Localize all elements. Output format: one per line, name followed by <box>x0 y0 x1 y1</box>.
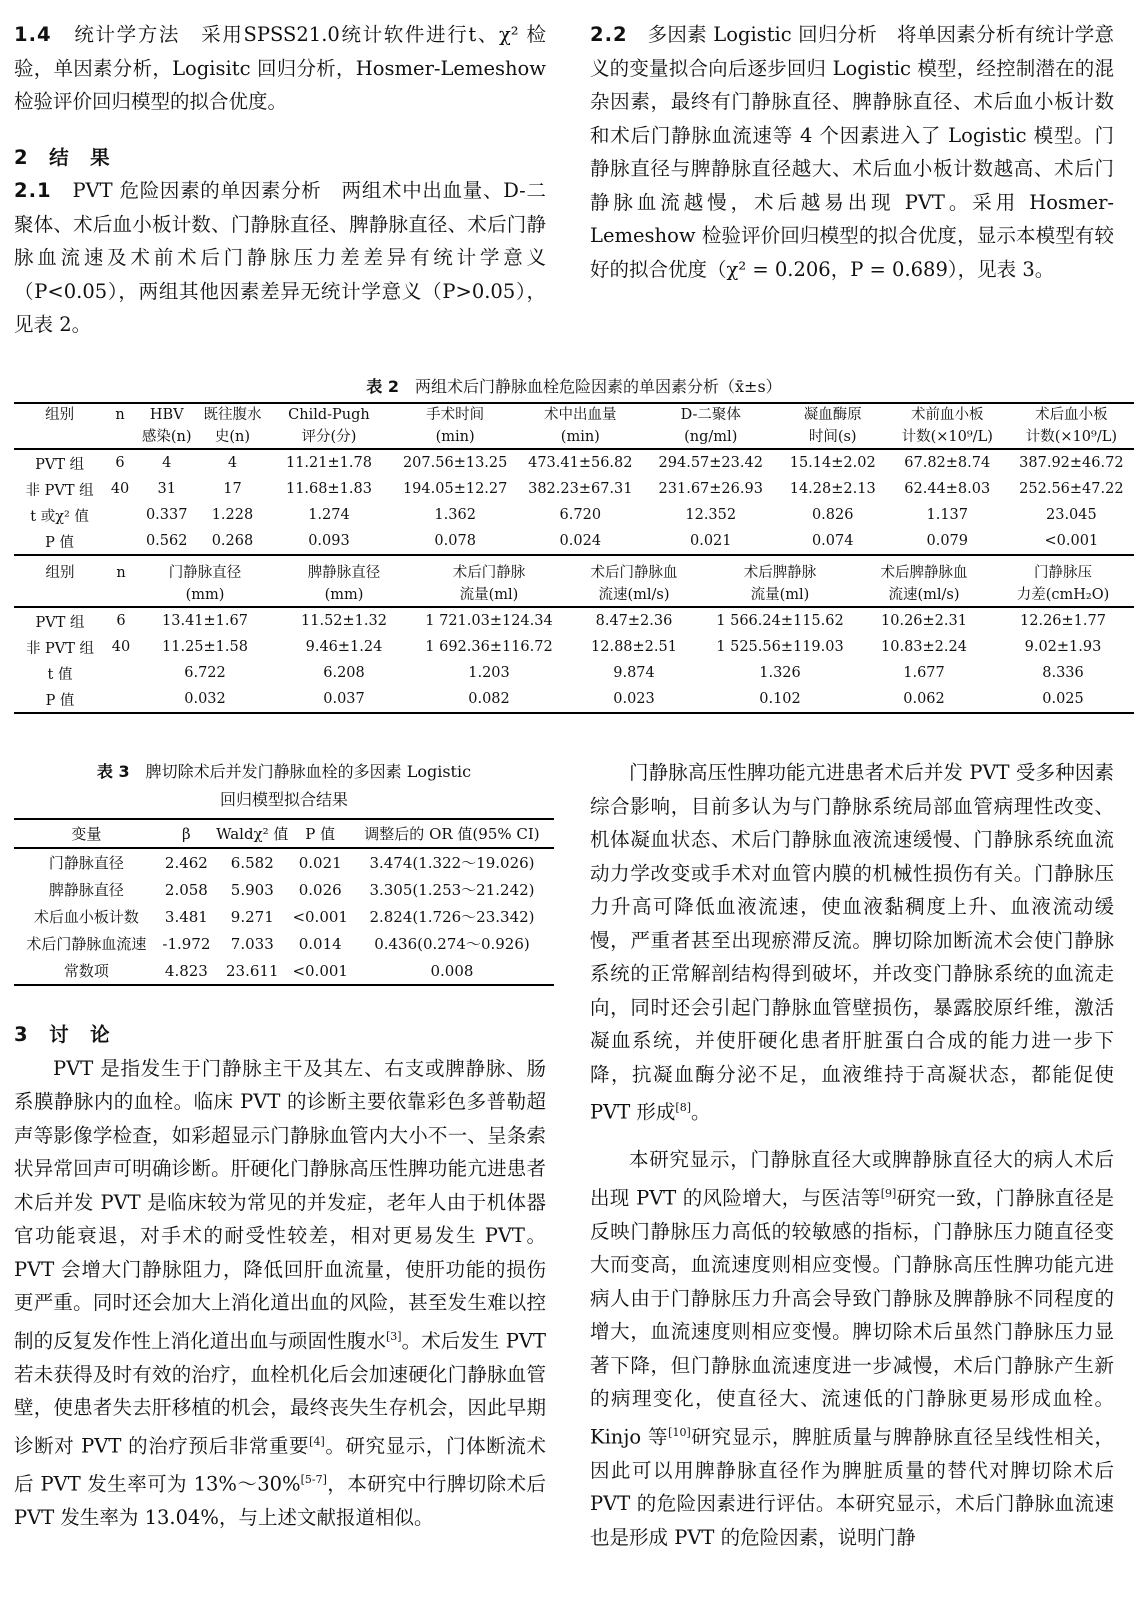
table-cell: 23.611 <box>226 961 279 980</box>
table-row <box>14 686 1134 713</box>
header-cell: 术前血小板 <box>910 407 984 423</box>
table-cell: 9.271 <box>230 907 274 926</box>
header-cell <box>106 584 136 607</box>
header-cell: 术后血小板 <box>1035 407 1108 423</box>
table-cell: 0.078 <box>434 533 476 549</box>
header-cell: n <box>116 565 126 581</box>
table3-caption <box>14 758 554 814</box>
table-cell: 6 <box>115 455 125 471</box>
table-cell: 40 <box>111 639 131 655</box>
table-row <box>14 848 554 876</box>
table2-lower <box>14 562 1134 714</box>
table-cell: 382.23±67.31 <box>528 481 633 497</box>
table-cell: 3.481 <box>164 907 208 926</box>
header-cell: 评分(分) <box>301 429 357 445</box>
citation-10: [10] <box>668 1425 691 1439</box>
table-cell: 术后血小板计数 <box>33 908 139 926</box>
table-cell <box>106 686 136 713</box>
discussion-p3-c: 研究显示，脾脏质量与脾静脉直径呈线性相关，因此可以用脾静脉直径作为脾脏质量的替代对脾切除术后 PVT 的危险因素进行评估。本研究显示，术后门静脉血流速也是形成 PVT 的危险因素，说明门静 <box>590 1425 1114 1549</box>
table3-caption-label: 表 3 <box>96 762 130 781</box>
table-row <box>14 449 1134 476</box>
header-cell: (mm) <box>185 587 225 603</box>
header-cell: 流速(ml/s) <box>598 587 670 603</box>
citation-9: [9] <box>880 1186 897 1200</box>
section-2-heading: 2 结 果 <box>14 145 111 169</box>
section-2-2-body: 将单因素分析有统计学意义的变量拟合向后逐步回归 Logistic 模型，经控制潜在的混杂因素，最终有门静脉直径、脾静脉直径、术后血小板计数和术后门静脉血流速等 4 个因素进入了 Logistic 模型。门静脉直径与脾静脉直径越大、术后血小板计数越高、术后门静脉血流越慢，术后越易出现 PVT。采用 Hosmer-Lemeshow 检验评价回归模型的拟合优度，显示本模型有较好的拟合优度（χ² = 0.206，P = 0.689），见表 3。 <box>590 23 1114 281</box>
header-cell: 术后门静脉 <box>452 565 526 581</box>
table-cell: 0.021 <box>298 853 342 872</box>
header-cell: 术后脾静脉血 <box>880 565 968 581</box>
table-cell: 0.024 <box>559 533 602 549</box>
table-cell: 0.062 <box>903 691 945 707</box>
table-cell: PVT 组 <box>35 456 85 473</box>
table-row <box>14 528 1134 555</box>
table-cell: 非 PVT 组 <box>25 482 94 499</box>
table3-caption-line1: 脾切除术后并发门静脉血栓的多因素 Logistic <box>145 762 472 781</box>
table-cell <box>105 528 135 555</box>
header-cell: 术后脾静脉 <box>743 565 817 581</box>
header-cell: 组别 <box>45 407 75 423</box>
header-cell: 流速(ml/s) <box>888 587 960 603</box>
discussion-p1-a: PVT 是指发生于门静脉主干及其左、右支或脾静脉、肠系膜静脉内的血栓。临床 PVT 的诊断主要依靠彩色多普勒超声等影像学检查，如彩超显示门静脉血管内大小不一、呈条索状异常回声可明确诊断。肝硬化门静脉高压性脾功能亢进患者术后并发 PVT 是临床较为常见的并发症，老年人由于机体器官功能衰退，对手术的耐受性较差，相对更易发生 PVT。PVT 会增大门静脉阻力，降低回肝血流量，使肝功能的损伤更严重。同时还会加大上消化道出血的风险，甚至发生难以控制的反复发作性上消化道出血与顽固性腹水 <box>14 1056 546 1352</box>
section-2-2-title: 多因素 Logistic 回归分析 <box>647 23 878 46</box>
table-row <box>14 957 554 985</box>
discussion-p1-d: ，本研究中行脾切除术后 PVT 发生率为 13.04%，与上述文献报道相似。 <box>14 1472 546 1529</box>
table2-part2 <box>14 562 1134 713</box>
table-cell: 门静脉直径 <box>48 854 124 872</box>
table-cell: 194.05±12.27 <box>402 481 508 497</box>
header-cell: (min) <box>435 429 475 445</box>
discussion-p3-a: 本研究显示，门静脉直径大或脾静脉直径大的病人术后出现 PVT 的风险增大，与医洁等 <box>590 1148 1114 1209</box>
table2 <box>14 402 1134 556</box>
table-row <box>14 607 1134 634</box>
discussion-p1-c: 。研究显示，门体断流术后 PVT 发生率可为 13%～30% <box>14 1434 546 1495</box>
header-cell <box>105 426 135 449</box>
table-cell: 231.67±26.93 <box>658 481 763 497</box>
table-cell: 1.137 <box>926 507 968 523</box>
table-cell: 4 <box>162 455 172 471</box>
header-cell: 史(n) <box>214 429 251 445</box>
table-cell: 0.337 <box>145 507 188 523</box>
table-cell: 294.57±23.42 <box>658 455 763 471</box>
table-row <box>14 476 1134 502</box>
table-cell: -1.972 <box>162 934 211 953</box>
section-2-1 <box>14 174 546 342</box>
table-cell: 1.362 <box>434 507 476 523</box>
table-cell: 62.44±8.03 <box>904 481 991 497</box>
header-cell: 调整后的 OR 值(95% CI) <box>364 825 540 843</box>
table-cell: 14.28±2.13 <box>789 481 876 497</box>
header-cell: 力差(cmH₂O) <box>1016 587 1110 603</box>
header-cell: Waldχ² 值 <box>216 825 289 843</box>
header-cell: 术后门静脉血 <box>590 565 678 581</box>
header-cell: 手术时间 <box>426 407 485 423</box>
table-cell: <0.001 <box>292 961 348 980</box>
table-cell: 11.25±1.58 <box>162 639 248 655</box>
table-cell: 23.045 <box>1046 507 1097 523</box>
table-cell: 3.305(1.253～21.242) <box>369 881 535 899</box>
table2-caption-label: 表 2 <box>366 377 400 396</box>
citation-3: [3] <box>385 1329 402 1343</box>
header-cell: 脾静脉直径 <box>307 565 381 581</box>
discussion-left-column <box>14 1018 546 1534</box>
table-cell: 207.56±13.25 <box>402 455 508 471</box>
header-cell: HBV <box>149 407 184 423</box>
section-2-1-body: 两组术中出血量、D-二聚体、术后血小板计数、门静脉直径、脾静脉直径、术后门静脉血流速及术前术后门静脉压力差差异有统计学意义（P<0.05），两组其他因素差异无统计学意义（P>0.05），见表 2。 <box>14 179 546 336</box>
table-cell: 1 692.36±116.72 <box>425 639 553 655</box>
table-cell: 0.021 <box>689 533 732 549</box>
table-cell: 31 <box>157 481 176 497</box>
table-cell: 8.336 <box>1042 665 1084 681</box>
header-cell: (ng/ml) <box>684 429 738 445</box>
table-cell: 0.268 <box>211 533 254 549</box>
table-cell: 6.582 <box>230 853 274 872</box>
table3-caption-line2: 回归模型拟合结果 <box>219 790 348 809</box>
table-cell: 脾静脉直径 <box>48 881 124 899</box>
section-2-1-title: PVT 危险因素的单因素分析 <box>72 179 322 202</box>
table-cell: 12.26±1.77 <box>1020 613 1106 629</box>
table-cell: 40 <box>110 481 130 497</box>
table-cell: 67.82±8.74 <box>904 455 991 471</box>
table-row <box>14 502 1134 528</box>
table-cell: 9.46±1.24 <box>305 639 383 655</box>
header-cell: 计数(×10⁹/L) <box>1025 429 1117 445</box>
header-cell: 既往腹水 <box>203 407 262 423</box>
table-cell: 0.826 <box>811 507 854 523</box>
discussion-p2-a: 门静脉高压性脾功能亢进患者术后并发 PVT 受多种因素综合影响，目前多认为与门静脉系统局部血管病理性改变、机体凝血状态、术后门静脉血液流速缓慢、门静脉系统血流动力学改变或手术对血管内膜的机械性损伤有关。门静脉压力升高可降低血液流速，使血液黏稠度上升、血液流动缓慢，严重者甚至出现瘀滞反流。脾切除加断流术会使门静脉系统的正常解剖结构得到破坏，并改变门静脉系统的血流走向，同时还会引起门静脉血管壁损伤，暴露胶原纤维，激活凝血系统，并使肝硬化患者肝脏蛋白合成的能力进一步下降，抗凝血酶分泌不足，血液维持于高凝状态，都能促使 PVT 形成 <box>590 761 1114 1124</box>
table-cell: 1 566.24±115.62 <box>716 613 844 629</box>
section-1-4-title: 统计学方法 <box>74 23 181 46</box>
table-row <box>14 660 1134 686</box>
table-cell: t 或χ² 值 <box>30 508 89 525</box>
right-top-column <box>590 18 1114 286</box>
table-cell: 2.824(1.726～23.342) <box>369 908 535 926</box>
header-cell: 术中出血量 <box>544 407 617 423</box>
table-cell: 2.058 <box>164 880 208 899</box>
table-cell: 9.02±1.93 <box>1024 639 1102 655</box>
table-cell: 6.720 <box>559 507 602 523</box>
table-row <box>14 876 554 903</box>
table2-part2-header-row2 <box>14 584 1134 607</box>
table-row <box>14 930 554 957</box>
header-cell: 流量(ml) <box>750 587 810 603</box>
table-cell: 4.823 <box>164 961 208 980</box>
table-cell: 术后门静脉血流速 <box>26 935 147 953</box>
table-cell: 0.014 <box>298 934 342 953</box>
table-cell: 10.83±2.24 <box>881 639 967 655</box>
table-cell: 非 PVT 组 <box>25 640 95 657</box>
table-cell: 12.88±2.51 <box>591 639 677 655</box>
table-cell: 0.032 <box>184 691 226 707</box>
table-cell: 1.326 <box>759 665 801 681</box>
section-1-4-number: 1.4 <box>14 23 52 46</box>
table-cell: 1.228 <box>211 507 254 523</box>
discussion-heading: 3 讨 论 <box>14 1023 111 1046</box>
section-2-2-number: 2.2 <box>590 23 628 46</box>
header-cell: 流量(ml) <box>459 587 519 603</box>
table-cell: 0.074 <box>811 533 854 549</box>
table-cell: 2.462 <box>164 853 208 872</box>
table-cell: 11.52±1.32 <box>301 613 387 629</box>
table3 <box>14 818 554 986</box>
citation-4: [4] <box>309 1434 325 1448</box>
table2-caption <box>14 374 1134 397</box>
table-cell: 15.14±2.02 <box>789 455 876 471</box>
header-cell: (mm) <box>324 587 364 603</box>
left-top-column <box>14 18 546 342</box>
header-cell: 感染(n) <box>141 429 192 445</box>
table-cell: 1.677 <box>903 665 945 681</box>
table-cell: 5.903 <box>230 880 274 899</box>
table-cell: 13.41±1.67 <box>162 613 248 629</box>
table-cell: <0.001 <box>1044 533 1099 549</box>
header-cell <box>14 584 106 607</box>
table-cell: 0.102 <box>759 691 801 707</box>
table-cell: 17 <box>223 481 242 497</box>
table-cell: <0.001 <box>292 907 348 926</box>
header-cell: 门静脉压 <box>1034 565 1092 581</box>
table-cell: 1.274 <box>308 507 350 523</box>
discussion-p1-b: 。术后发生 PVT 若未获得及时有效的治疗，血栓机化后会加速硬化门静脉血管壁，使患者失去肝移植的机会，最终丧失生存机会，因此早期诊断对 PVT 的治疗预后非常重要 <box>14 1329 546 1457</box>
discussion-p2-end: 。 <box>691 1100 711 1124</box>
table-cell: 11.21±1.78 <box>285 455 372 471</box>
table-cell: 6 <box>116 613 126 629</box>
table-row <box>14 903 554 930</box>
table-cell: 252.56±47.22 <box>1019 481 1124 497</box>
citation-5-7: [5-7] <box>300 1472 327 1486</box>
header-cell: 时间(s) <box>808 429 857 445</box>
table-cell <box>105 502 135 528</box>
table-row <box>14 634 1134 660</box>
table-cell: 11.68±1.83 <box>285 481 372 497</box>
section-2-2 <box>590 18 1114 286</box>
header-cell: D-二聚体 <box>680 407 741 423</box>
table-cell: 0.562 <box>145 533 188 549</box>
table-cell: 0.082 <box>468 691 510 707</box>
header-cell: β <box>182 824 191 843</box>
table-cell: 387.92±46.72 <box>1019 455 1124 471</box>
table-cell: 0.025 <box>1042 691 1084 707</box>
header-cell: 门静脉直径 <box>168 565 242 581</box>
table-cell: 1.203 <box>468 665 510 681</box>
header-cell: n <box>115 407 125 423</box>
table-cell: 12.352 <box>685 507 737 523</box>
header-cell: 变量 <box>71 825 102 843</box>
header-cell: 凝血酶原 <box>803 407 862 423</box>
table2-part2-header-row1 <box>14 562 1134 584</box>
table-cell: 0.008 <box>430 961 474 980</box>
table-cell: P 值 <box>45 692 75 709</box>
table-cell: 10.26±2.31 <box>881 613 967 629</box>
section-2-1-number: 2.1 <box>14 179 52 202</box>
table2-caption-text: 两组术后门静脉血栓危险因素的单因素分析（x̄±s） <box>415 377 782 396</box>
table-cell: 0.026 <box>298 880 342 899</box>
table-cell: 常数项 <box>63 962 109 980</box>
table-cell: 8.47±2.36 <box>595 613 673 629</box>
header-cell <box>14 426 105 449</box>
section-1-4-body: 采用SPSS21.0统计软件进行t、χ² 检验，单因素分析，Logisitc 回归分析，Hosmer-Lemeshow 检验评价回归模型的拟合优度。 <box>14 23 546 113</box>
table-cell: 1 525.56±119.03 <box>716 639 844 655</box>
discussion-paragraph-3 <box>590 1143 1114 1554</box>
table2-part1-header-row2 <box>14 426 1134 449</box>
table2-part1 <box>14 403 1134 555</box>
table-cell: 6.208 <box>323 665 365 681</box>
table-cell: 0.037 <box>323 691 365 707</box>
table-cell: 0.023 <box>613 691 655 707</box>
table-cell: 4 <box>227 455 238 471</box>
discussion-paragraph-2 <box>590 756 1114 1129</box>
table-cell: 0.093 <box>308 533 350 549</box>
table3-header-row <box>14 819 554 848</box>
discussion-right-column <box>590 756 1114 1554</box>
table-cell: 7.033 <box>230 934 274 953</box>
table-cell: 9.874 <box>613 665 655 681</box>
citation-8: [8] <box>675 1101 692 1114</box>
table-cell: 1 721.03±124.34 <box>425 613 553 629</box>
table-cell: 473.41±56.82 <box>528 455 633 471</box>
table-cell <box>106 660 136 686</box>
header-cell: 组别 <box>45 565 75 581</box>
table-cell: 0.436(0.274～0.926) <box>374 935 530 953</box>
discussion-p3-b: 研究一致，门静脉直径是反映门静脉压力高低的较敏感的指标，门静脉压力随直径变大而变高，血流速度则相应变慢。门静脉高压性脾功能亢进病人由于门静脉压力升高会导致门静脉及脾静脉不同程度的增大，血流速度则相应变慢。脾切除术后虽然门静脉压力显著下降，但门静脉血流速度进一步减慢，术后门静脉产生新的病理变化，使直径大、流速低的门静脉更易形成血栓。Kinjo 等 <box>590 1186 1114 1448</box>
table-cell: 3.474(1.322～19.026) <box>369 854 535 872</box>
table-cell: PVT 组 <box>35 614 85 631</box>
table-cell: t 值 <box>47 666 73 683</box>
table-cell: 0.079 <box>926 533 968 549</box>
table-cell: 6.722 <box>184 665 226 681</box>
table2-part1-header-row1 <box>14 403 1134 426</box>
discussion-paragraph-1 <box>14 1052 546 1535</box>
header-cell: P 值 <box>305 825 336 843</box>
header-cell: 计数(×10⁹/L) <box>901 429 993 445</box>
header-cell: Child-Pugh <box>288 407 370 423</box>
table-cell: P 值 <box>45 534 75 551</box>
section-1-4 <box>14 18 546 119</box>
header-cell: (min) <box>560 429 600 445</box>
